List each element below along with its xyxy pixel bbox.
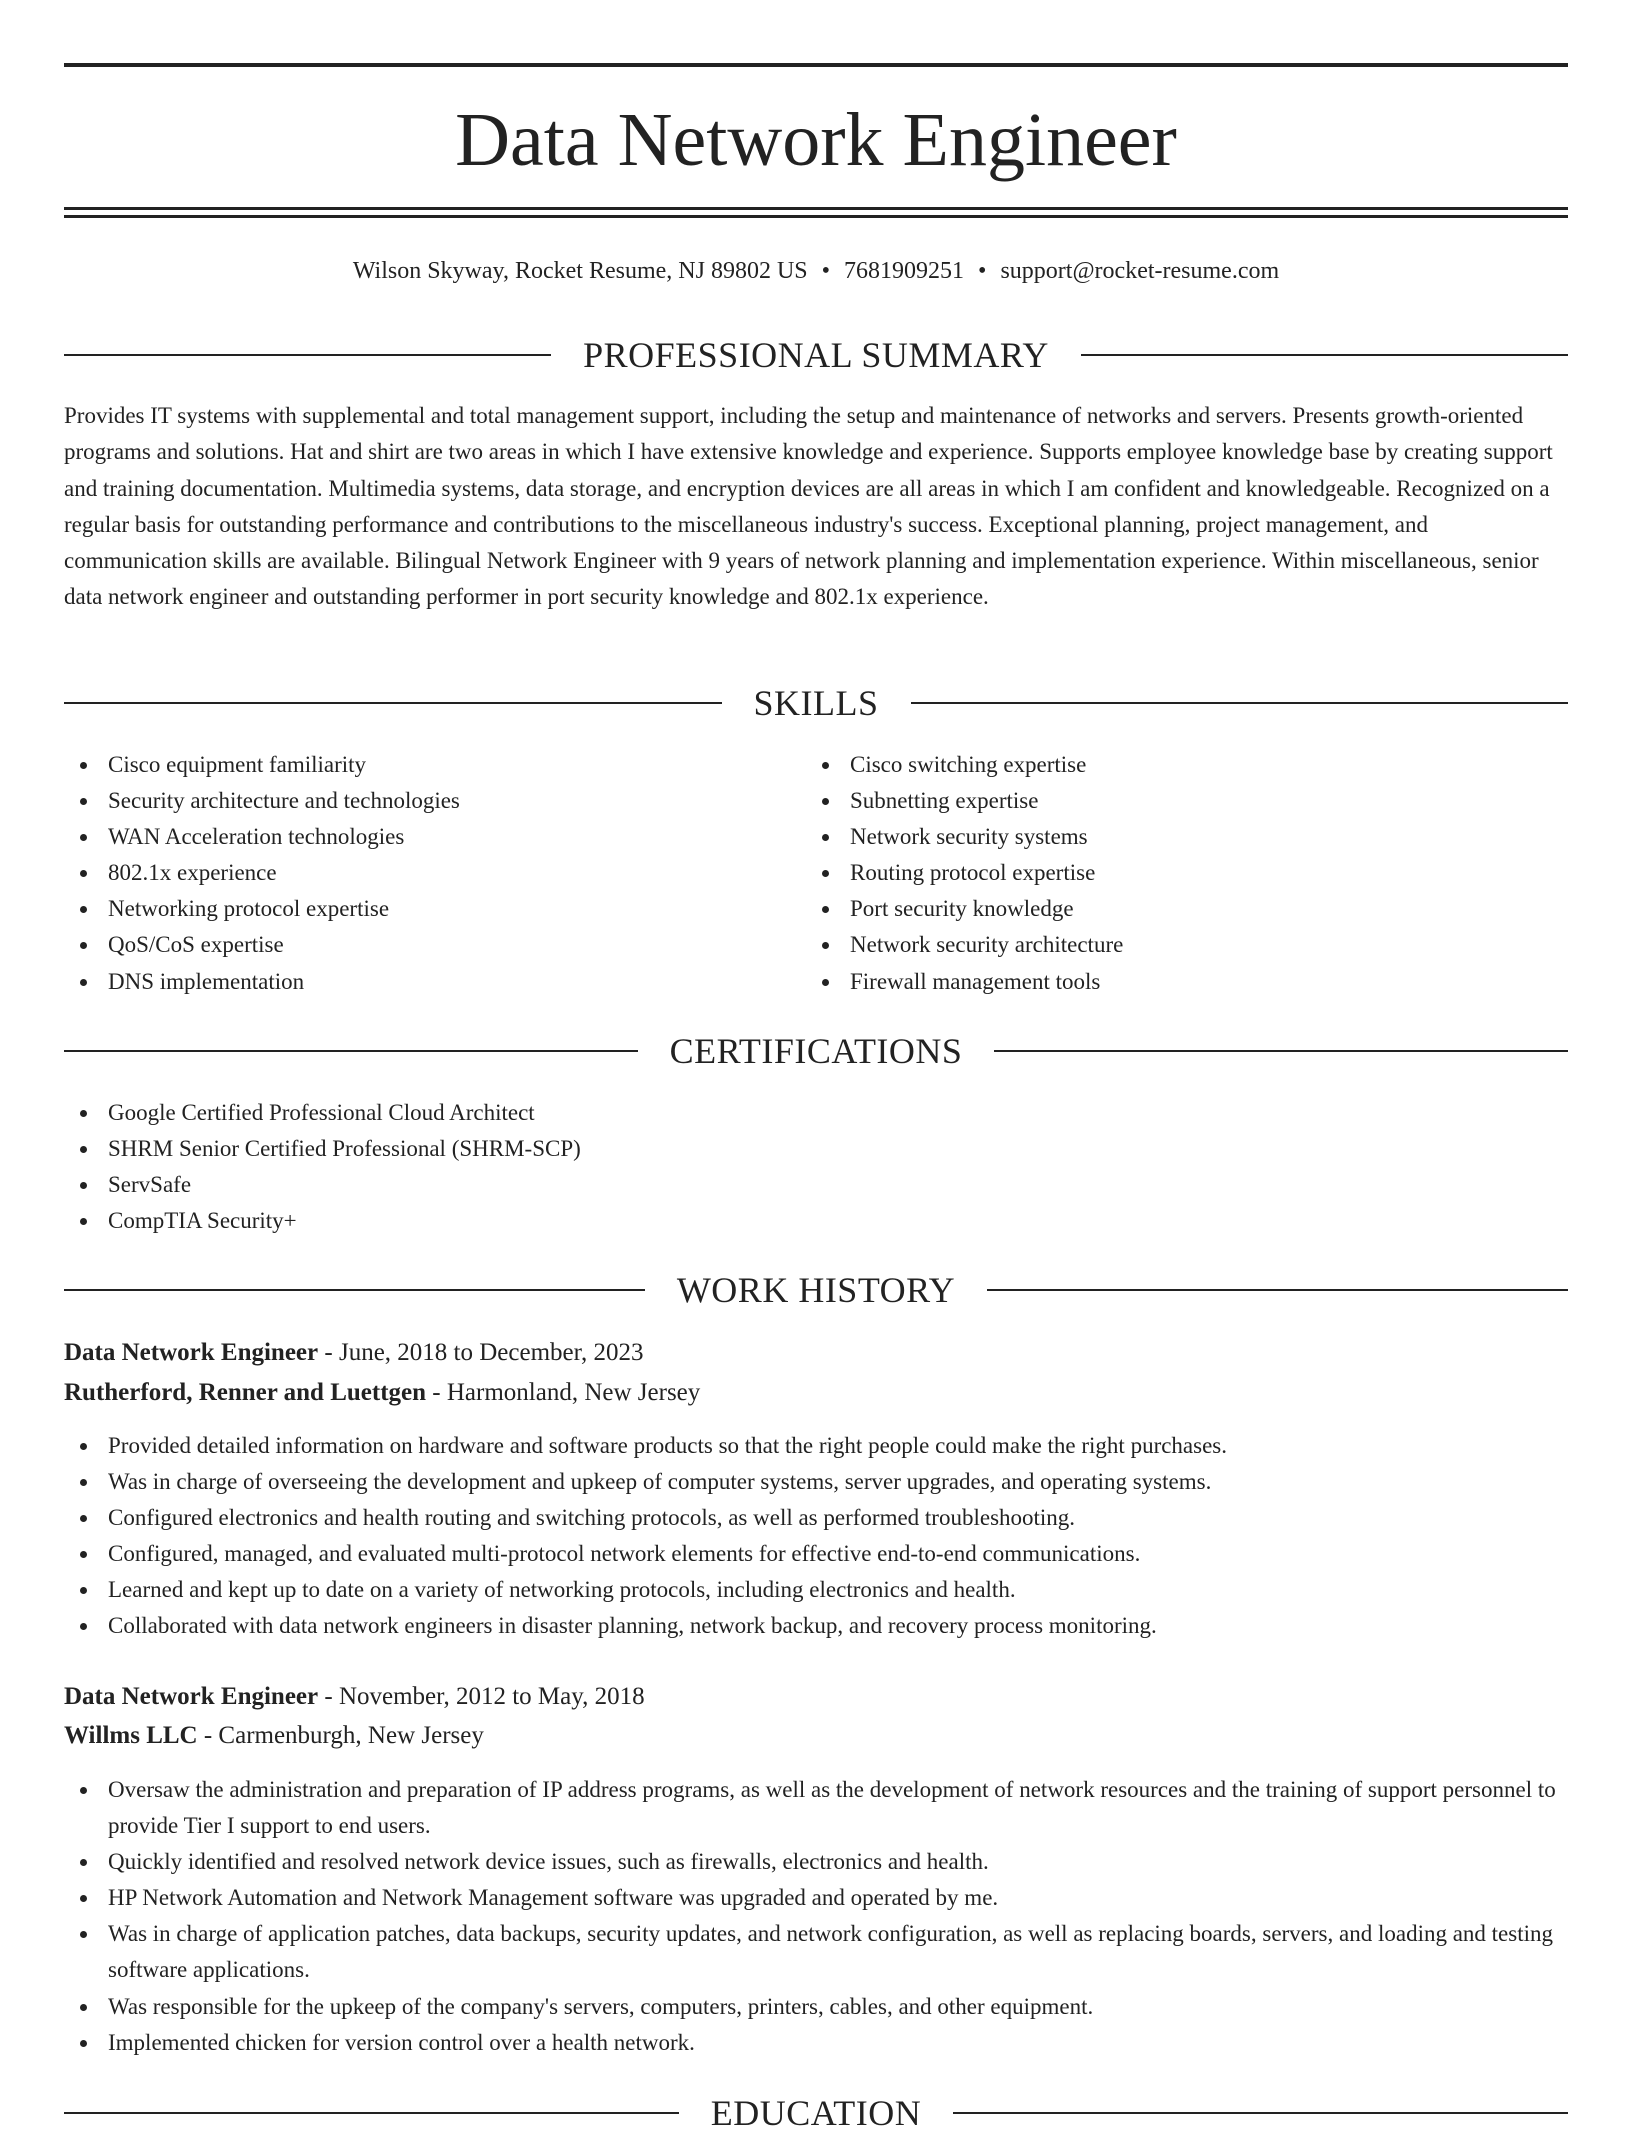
section-title: CERTIFICATIONS xyxy=(669,1031,963,1071)
section-header-summary xyxy=(64,332,1568,378)
skill-item: Cisco switching expertise xyxy=(806,747,1526,783)
skill-item: DNS implementation xyxy=(64,964,784,1000)
certification-item: CompTIA Security+ xyxy=(64,1203,1064,1239)
skill-item: Network security architecture xyxy=(806,927,1526,963)
job-title-line xyxy=(64,1678,645,1716)
job-duty: Quickly identified and resolved network device issues, such as firewalls, electronics and health. xyxy=(64,1844,1568,1880)
skill-item: Routing protocol expertise xyxy=(806,855,1526,891)
job-company: Willms LLC xyxy=(64,1722,198,1749)
job-duty: Was responsible for the upkeep of the company's servers, computers, printers, cables, and other equipment. xyxy=(64,1989,1568,2025)
contact-email: support@rocket-resume.com xyxy=(1000,258,1280,284)
job-dates: - November, 2012 to May, 2018 xyxy=(318,1683,645,1710)
skill-item: 802.1x experience xyxy=(64,855,784,891)
skill-item: QoS/CoS expertise xyxy=(64,927,784,963)
skill-item: WAN Acceleration technologies xyxy=(64,819,784,855)
job-dates: - June, 2018 to December, 2023 xyxy=(318,1339,644,1366)
job-duty: Configured electronics and health routing and switching protocols, as well as performed troubleshooting. xyxy=(64,1500,1568,1536)
job-duty: Oversaw the administration and preparation of IP address programs, as well as the development of network resources and the training of support personnel to provide Tier I support to end users. xyxy=(64,1772,1568,1844)
section-header-certifications xyxy=(64,1028,1568,1074)
contact-address: Wilson Skyway, Rocket Resume, NJ 89802 US xyxy=(352,258,808,284)
top-rule xyxy=(64,63,1568,67)
skill-item: Network security systems xyxy=(806,819,1526,855)
job-duty: Was in charge of application patches, data backups, security updates, and network configuration, as well as replacing boards, servers, and loading and testing software applications. xyxy=(64,1916,1568,1988)
job-location: - Harmonland, New Jersey xyxy=(426,1379,701,1406)
skill-item: Port security knowledge xyxy=(806,891,1526,927)
section-rule xyxy=(953,2112,1568,2114)
certification-item: Google Certified Professional Cloud Architect xyxy=(64,1095,1064,1131)
skill-item: Security architecture and technologies xyxy=(64,783,784,819)
job-location: - Carmenburgh, New Jersey xyxy=(197,1722,484,1749)
candidate-title: Data Network Engineer xyxy=(455,98,1177,182)
contact-separator: • xyxy=(978,258,987,284)
job-title: Data Network Engineer xyxy=(64,1339,319,1366)
section-rule xyxy=(64,354,551,356)
certification-item: SHRM Senior Certified Professional (SHRM-SCP) xyxy=(64,1131,1064,1167)
section-rule xyxy=(64,2112,679,2114)
job-duties-list xyxy=(64,1772,1568,2061)
skill-item: Firewall management tools xyxy=(806,964,1526,1000)
section-rule xyxy=(911,702,1569,704)
section-rule xyxy=(994,1050,1568,1052)
job-duty: Implemented chicken for version control over a health network. xyxy=(64,2025,1568,2061)
section-title: PROFESSIONAL SUMMARY xyxy=(583,335,1049,375)
certification-item: ServSafe xyxy=(64,1167,1064,1203)
job-company-line xyxy=(64,1374,700,1412)
job-duty: Collaborated with data network engineers in disaster planning, network backup, and recovery process monitoring. xyxy=(64,1608,1568,1644)
section-title: EDUCATION xyxy=(710,2093,922,2133)
skill-item: Cisco equipment familiarity xyxy=(64,747,784,783)
contact-line xyxy=(64,253,1568,289)
contact-phone: 7681909251 xyxy=(844,258,965,284)
job-duty: HP Network Automation and Network Management software was upgraded and operated by me. xyxy=(64,1880,1568,1916)
header-rule-1 xyxy=(64,207,1568,210)
section-rule xyxy=(987,1289,1568,1291)
section-title: SKILLS xyxy=(753,683,879,723)
section-rule xyxy=(64,1050,638,1052)
summary-text: Provides IT systems with supplemental and total management support, including the setup and maintenance of networks and servers. Presents growth-oriented programs and solutions. Hat and shirt are two areas in which I have extensive knowledge and experience. Supports employee knowledge base by creating support and training documentation. Multimedia systems, data storage, and encryption devices are all areas in which I am confident and knowledgeable. Recognized on a regular basis for outstanding performance and contributions to the miscellaneous industry's success. Exceptional planning, project management, and communication skills are available. Bilingual Network Engineer with 9 years of network planning and implementation experience. Within miscellaneous, senior data network engineer and outstanding performer in port security knowledge and 802.1x experience. xyxy=(64,403,1553,610)
skill-item: Networking protocol expertise xyxy=(64,891,784,927)
job-company-line xyxy=(64,1717,484,1755)
certifications-list xyxy=(64,1095,1064,1239)
job-duty: Was in charge of overseeing the development and upkeep of computer systems, server upgrades, and operating systems. xyxy=(64,1464,1568,1500)
job-company: Rutherford, Renner and Luettgen xyxy=(64,1379,427,1406)
section-header-skills xyxy=(64,680,1568,726)
section-header-education xyxy=(64,2090,1568,2136)
skill-item: Subnetting expertise xyxy=(806,783,1526,819)
job-duty: Learned and kept up to date on a variety of networking protocols, including electronics and health. xyxy=(64,1572,1568,1608)
job-duties-list xyxy=(64,1428,1568,1645)
section-header-work-history xyxy=(64,1267,1568,1313)
section-rule xyxy=(64,702,722,704)
job-title: Data Network Engineer xyxy=(64,1683,319,1710)
skills-list-left xyxy=(64,747,784,1000)
contact-separator: • xyxy=(821,258,831,284)
header-rule-2 xyxy=(64,215,1568,218)
job-duty: Configured, managed, and evaluated multi-protocol network elements for effective end-to-end communications. xyxy=(64,1536,1568,1572)
section-rule xyxy=(1081,354,1568,356)
skills-list-right xyxy=(806,747,1526,1000)
job-duty: Provided detailed information on hardware and software products so that the right people could make the right purchases. xyxy=(64,1428,1568,1464)
section-title: WORK HISTORY xyxy=(676,1270,956,1310)
section-rule xyxy=(64,1289,645,1291)
job-title-line xyxy=(64,1334,643,1372)
